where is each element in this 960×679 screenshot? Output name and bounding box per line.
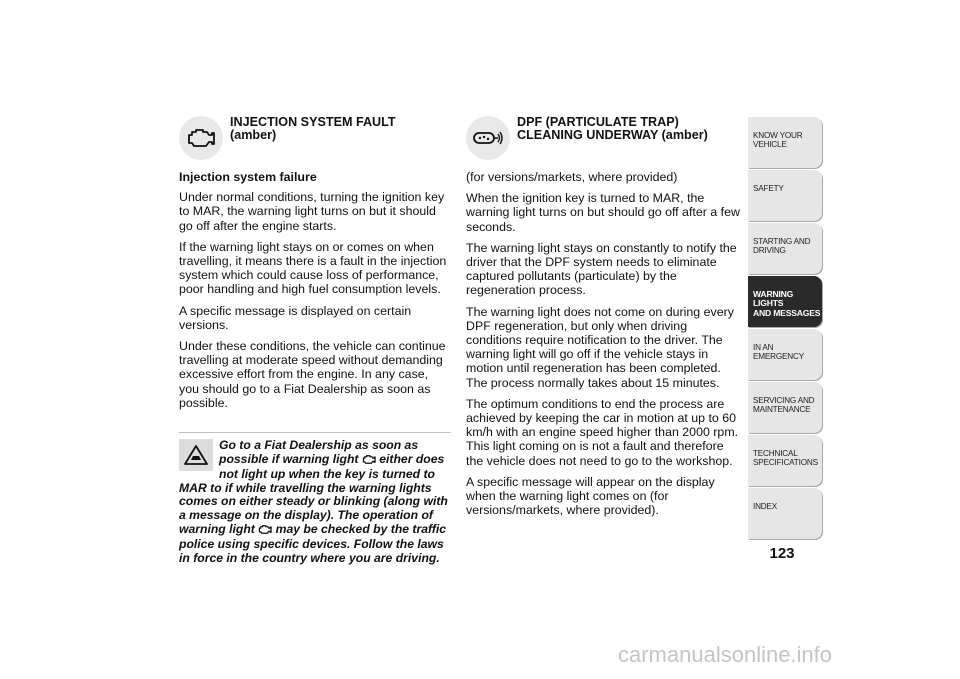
tab-label-line1: WARNING LIGHTS — [753, 289, 794, 309]
dpf-header — [466, 114, 742, 164]
tab-safety[interactable] — [748, 170, 822, 221]
dpf-title — [517, 116, 708, 143]
tab-label-line1: SAFETY — [753, 184, 784, 193]
engine-icon — [179, 116, 223, 160]
left-paragraph: Under these conditions, the vehicle can continue travelling at moderate speed without demanding excessive effort from the engine. In any case, you should go to a Fiat Dealership as soon as possible. — [179, 339, 446, 410]
right-paragraph: The warning light stays on constantly to notify the driver that the DPF system needs to eliminate captured pollutants (particulate) by the regeneration process. — [466, 240, 737, 298]
engine-icon — [258, 524, 272, 539]
tab-label-line2: SPECIFICATIONS — [753, 458, 818, 468]
page-number: 123 — [769, 545, 795, 562]
warning-car-icon — [179, 439, 213, 471]
watermark: carmanualsonline.info — [618, 642, 833, 667]
tab-label-line1: IN AN EMERGENCY — [753, 343, 804, 362]
right-paragraph: When the ignition key is turned to MAR, the warning light turns on but should go off after a few seconds. — [466, 191, 740, 234]
tab-label-line1: STARTING AND — [753, 237, 811, 246]
warning-text-part1: Go to a Fiat Dealership as soon as possible if warning light — [219, 438, 419, 466]
tab-warning-lights-and-messages[interactable] — [748, 276, 822, 327]
tab-label-line2: AND MESSAGES — [753, 307, 821, 318]
left-paragraph: A specific message is displayed on certain versions. — [179, 303, 412, 332]
engine-icon — [362, 454, 376, 469]
injection-fault-title-line2: (amber) — [230, 128, 277, 143]
tab-label-line2: MAINTENANCE — [753, 405, 811, 415]
tab-starting-and-driving[interactable] — [748, 223, 822, 274]
tab-technical-specifications[interactable] — [748, 435, 822, 486]
dpf-title-line1: DPF (PARTICULATE TRAP) — [517, 115, 679, 129]
warning-text-part2: either does not light up when the key is turned to MAR to if while travelling the warning lights comes on either steady or blinking (along with a message on the display). The operation of warning light — [179, 451, 448, 536]
right-paragraph: The warning light does not come on during every DPF regeneration, but only when driving conditions require notification to the driver. The warning light will go off if the vehicle stays in motion until regeneration has been completed. The process normally takes about 15 minutes. — [466, 304, 734, 390]
warning-box — [179, 432, 451, 565]
injection-fault-title-line1: INJECTION SYSTEM FAULT — [230, 115, 396, 129]
tab-label-line1: INDEX — [753, 502, 778, 511]
tab-label-line2: DRIVING — [753, 246, 786, 256]
injection-fault-title — [230, 116, 396, 143]
left-paragraph: If the warning light stays on or comes on when travelling, it means there is a fault in the injection system which could cause loss of performance, poor handling and high fuel consumption levels. — [179, 239, 447, 297]
tab-in-an-emergency[interactable] — [748, 329, 822, 380]
tab-servicing-and-maintenance[interactable] — [748, 382, 822, 433]
right-paragraph: The optimum conditions to end the process are achieved by keeping the car in motion at up to 60 km/h with an engine speed higher than 2000 rpm. This light coming on is not a fault and therefore the vehicle does not need to go to the workshop. — [466, 396, 739, 468]
left-column — [179, 114, 451, 565]
tab-label-line1: TECHNICAL — [753, 449, 798, 458]
tab-know-your-vehicle[interactable] — [748, 117, 822, 168]
right-column — [466, 114, 742, 524]
dpf-icon — [466, 116, 510, 160]
dpf-title-line2: CLEANING UNDERWAY (amber) — [517, 128, 708, 143]
tab-label-line2: VEHICLE — [753, 140, 787, 150]
chapter-tabs — [748, 117, 822, 541]
tab-label-line1: KNOW YOUR — [753, 131, 803, 140]
right-paragraph: A specific message will appear on the display when the warning light comes on (for versions/markets, where provided). — [466, 474, 715, 518]
injection-failure-subheading: Injection system failure — [179, 170, 317, 184]
warning-text-part3: may be checked by the traffic police using specific devices. Follow the laws in force in the country where you are driving. — [179, 521, 447, 565]
tab-index[interactable] — [748, 488, 822, 539]
tab-label-line1: SERVICING AND — [753, 396, 815, 405]
left-paragraph: Under normal conditions, turning the ignition key to MAR, the warning light turns on but it should go off after the engine starts. — [179, 190, 445, 233]
injection-fault-header — [179, 114, 451, 164]
right-paragraph: (for versions/markets, where provided) — [466, 170, 678, 184]
